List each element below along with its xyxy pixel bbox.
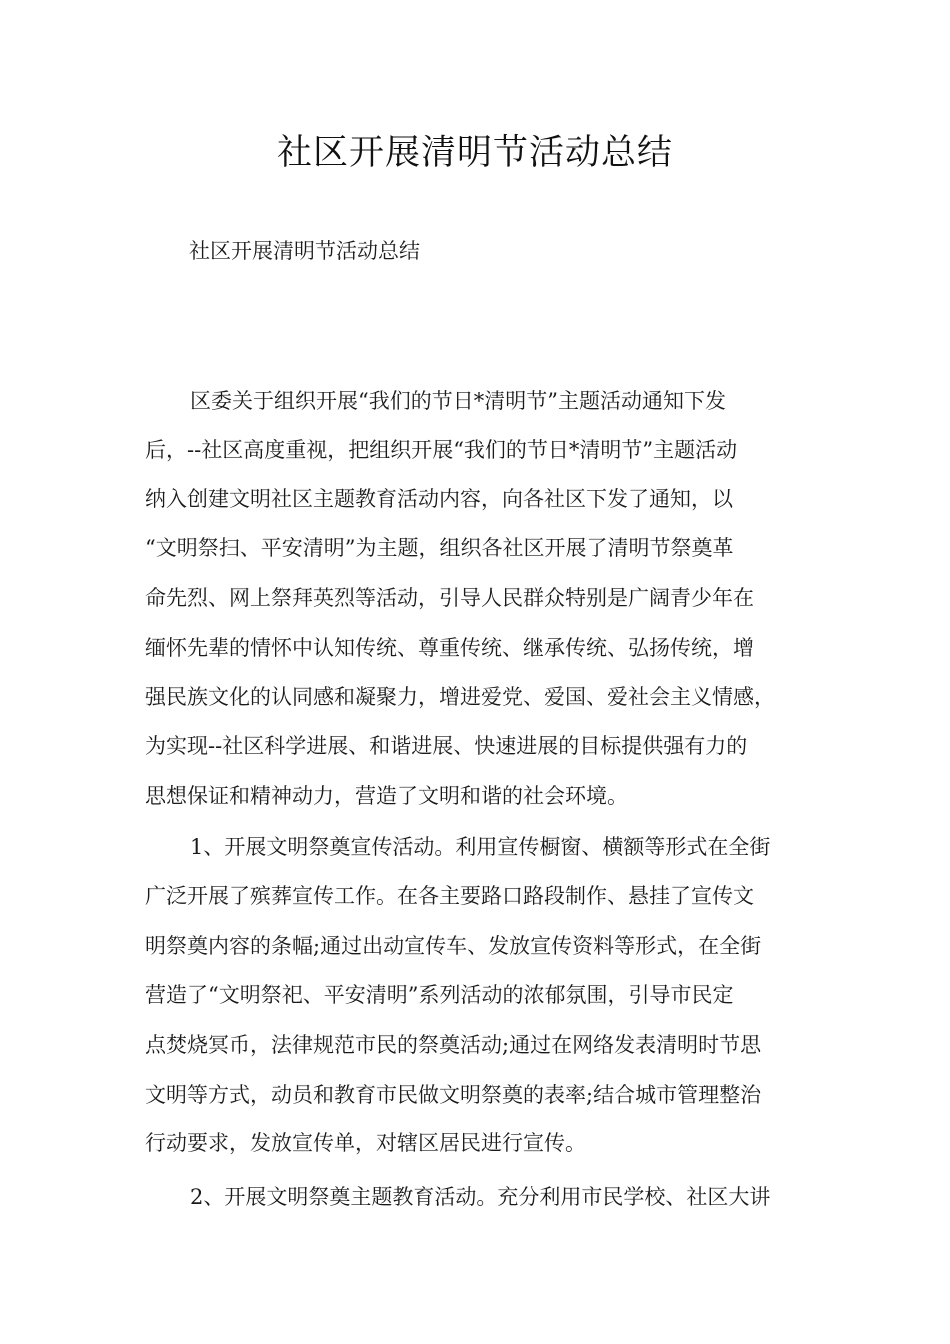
paragraph-line: 纳入创建文明社区主题教育活动内容，向各社区下发了通知，以 [145,487,733,511]
document-subtitle: 社区开展清明节活动总结 [189,239,420,263]
paragraph-line: “文明祭扫、平安清明”为主题，组织各社区开展了清明节祭奠革 [145,536,734,560]
paragraph-line: 为实现--社区科学进展、和谐进展、快速进展的目标提供强有力的 [145,734,748,758]
paragraph-line: 2、开展文明祭奠主题教育活动。充分利用市民学校、社区大讲 [190,1185,771,1209]
paragraph-line: 缅怀先辈的情怀中认知传统、尊重传统、继承传统、弘扬传统，增 [145,636,754,660]
paragraph-line: 广泛开展了殡葬宣传工作。在各主要路口路段制作、悬挂了宣传文 [145,884,754,908]
paragraph-line: 区委关于组织开展“我们的节日*清明节”主题活动通知下发 [190,389,726,413]
document-title: 社区开展清明节活动总结 [276,133,673,173]
paragraph-line: 思想保证和精神动力，营造了文明和谐的社会环境。 [145,784,628,808]
paragraph-line: 后，--社区高度重视，把组织开展“我们的节日*清明节”主题活动 [145,438,738,462]
paragraph-line: 1、开展文明祭奠宣传活动。利用宣传橱窗、横额等形式在全街 [190,835,771,859]
paragraph-line: 强民族文化的认同感和凝聚力，增进爱党、爱国、爱社会主义情感， [145,685,775,709]
paragraph-line: 文明等方式，动员和教育市民做文明祭奠的表率;结合城市管理整治 [145,1083,762,1107]
paragraph-line: 点焚烧冥币，法律规范市民的祭奠活动;通过在网络发表清明时节思 [145,1033,762,1057]
paragraph-line: 明祭奠内容的条幅;通过出动宣传车、发放宣传资料等形式，在全街 [145,934,762,958]
paragraph-line: 营造了“文明祭祀、平安清明”系列活动的浓郁氛围，引导市民定 [145,983,734,1007]
paragraph-line: 命先烈、网上祭拜英烈等活动，引导人民群众特别是广阔青少年在 [145,586,754,610]
paragraph-line: 行动要求，发放宣传单，对辖区居民进行宣传。 [145,1131,586,1155]
